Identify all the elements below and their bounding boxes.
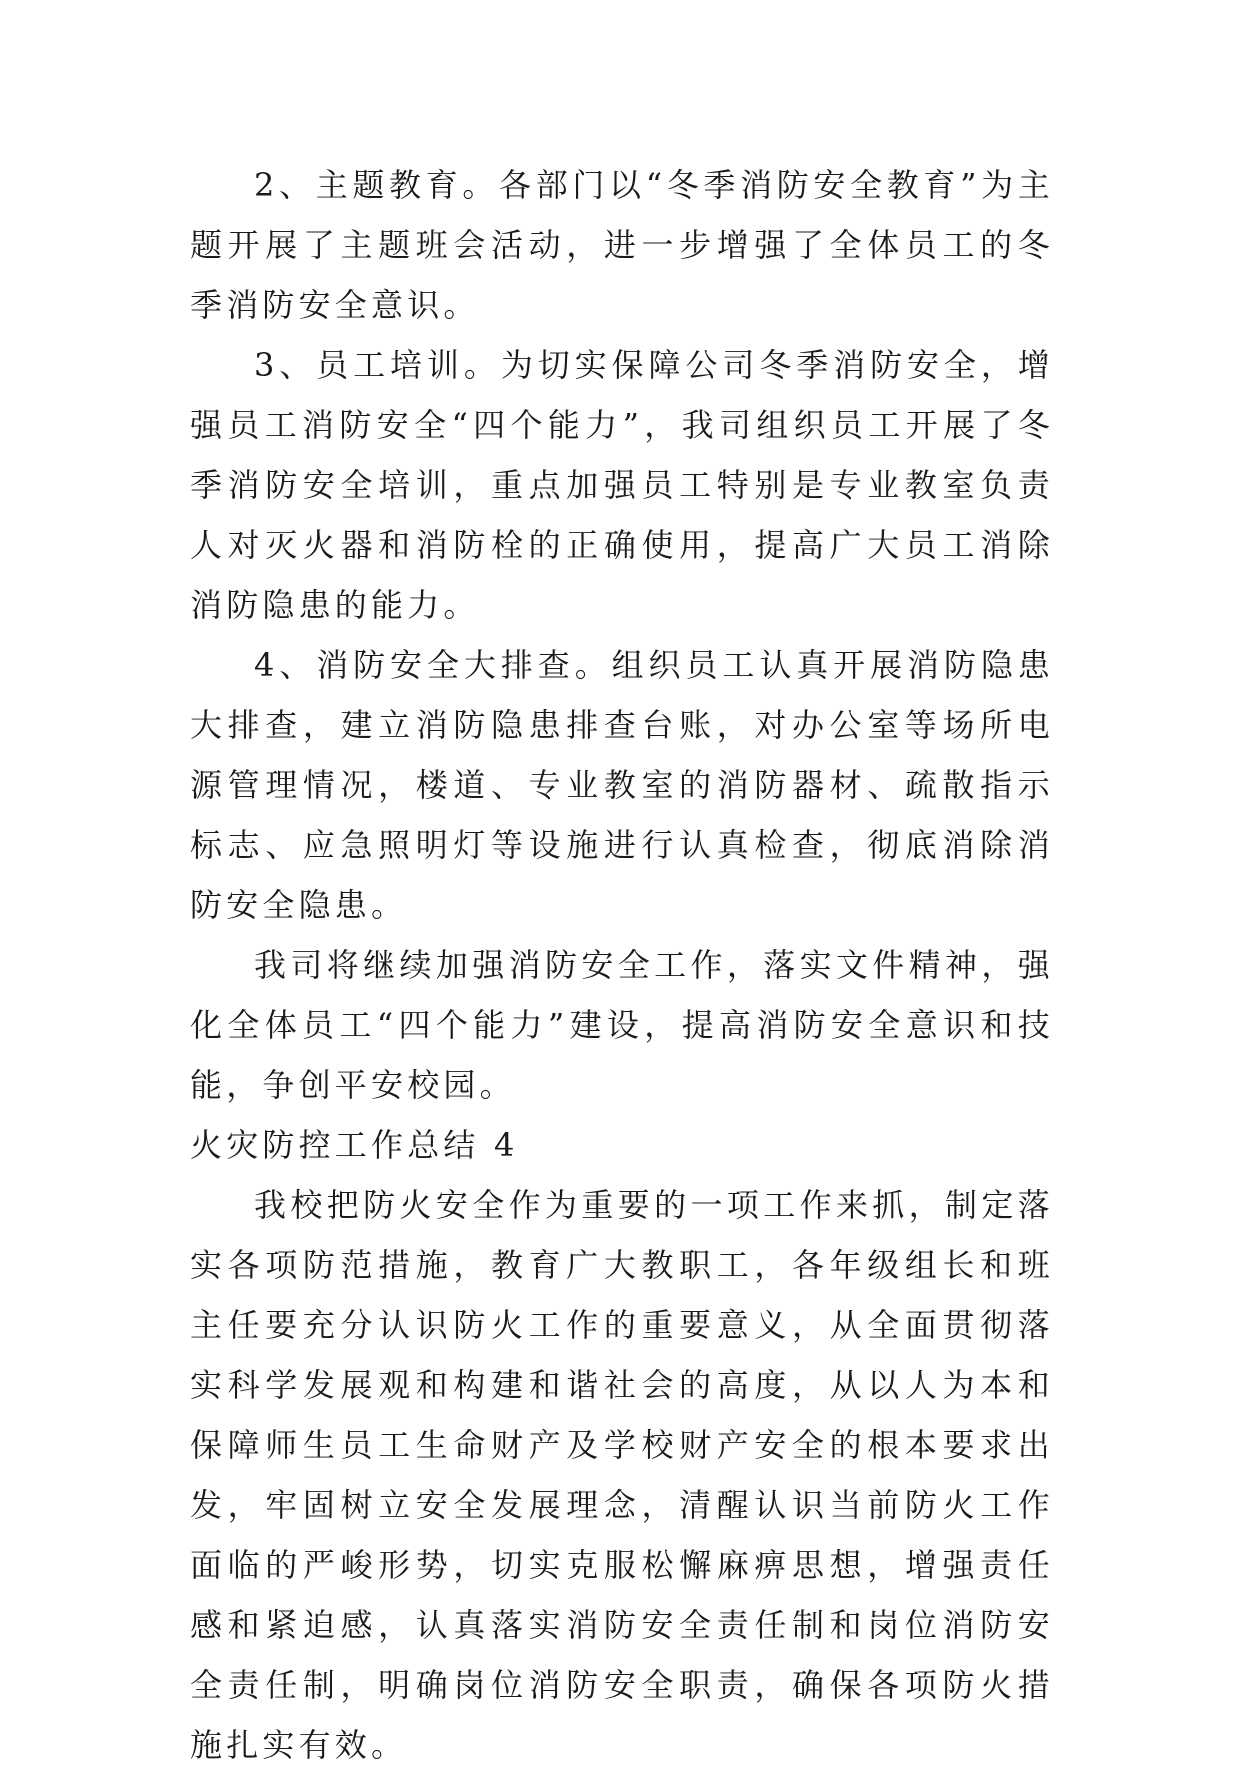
paragraph-staff-training: 3、员工培训。为切实保障公司冬季消防安全，增强员工消防安全“四个能力”，我司组织员工开展了冬季消防安全培训，重点加强员工特别是专业教室负责人对灭火器和消防栓的正确使用，提高广大员工消除消防隐患的能力。: [190, 346, 1054, 624]
document-body: [190, 155, 1054, 1775]
paragraph-school-fire-prevention: 我校把防火安全作为重要的一项工作来抓，制定落实各项防范措施，教育广大教职工，各年级组长和班主任要充分认识防火工作的重要意义，从全面贯彻落实科学发展观和构建和谐社会的高度，从以人为本和保障师生员工生命财产及学校财产安全的根本要求出发，牢固树立安全发展理念，清醒认识当前防火工作面临的严峻形势，切实克服松懈麻痹思想，增强责任感和紧迫感，认真落实消防安全责任制和岗位消防安全责任制，明确岗位消防安全职责，确保各项防火措施扎实有效。: [190, 1186, 1054, 1764]
paragraph-conclusion: 我司将继续加强消防安全工作，落实文件精神，强化全体员工“四个能力”建设，提高消防安全意识和技能，争创平安校园。: [190, 946, 1054, 1104]
paragraph-safety-inspection: 4、消防安全大排查。组织员工认真开展消防隐患大排查，建立消防隐患排查台账，对办公室等场所电源管理情况，楼道、专业教室的消防器材、疏散指示标志、应急照明灯等设施进行认真检查，彻底消除消防安全隐患。: [190, 646, 1054, 924]
section-heading: 火灾防控工作总结 4: [190, 1126, 519, 1164]
paragraph-theme-education: 2、主题教育。各部门以“冬季消防安全教育”为主题开展了主题班会活动，进一步增强了全体员工的冬季消防安全意识。: [190, 166, 1054, 324]
